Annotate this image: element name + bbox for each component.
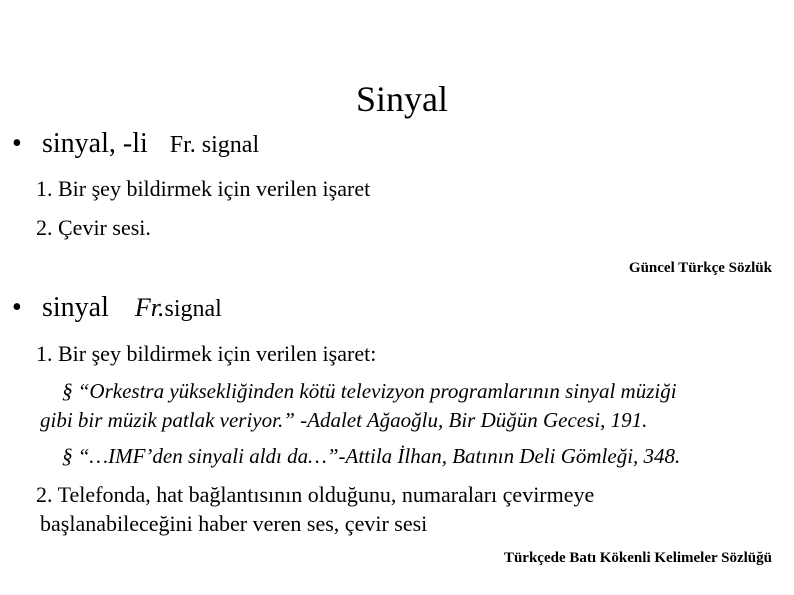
bullet-icon: • (12, 128, 22, 159)
entry-2-quote-1-line-2: gibi bir müzik patlak veriyor.” -Adalet Ağaoğlu, Bir Düğün Gecesi, 191. (40, 408, 648, 432)
entry-2-headword: sinyal (42, 292, 109, 323)
entry-2-source: Türkçede Batı Kökenli Kelimeler Sözlüğü (503, 550, 772, 566)
entry-1-headword: sinyal, -li (42, 128, 148, 159)
page-title: Sinyal (355, 79, 448, 119)
entry-2-heading (12, 292, 222, 324)
entry-2-quote-1-line-1: § “Orkestra yüksekliğinden kötü televizyon programlarının sinyal müziği (62, 379, 677, 403)
entry-2-origin-word: signal (164, 296, 222, 322)
entry-2-origin-abbr: Fr. (134, 293, 165, 322)
entry-1-source: Güncel Türkçe Sözlük (628, 260, 772, 276)
entry-1-origin: Fr. signal (169, 132, 260, 158)
entry-1-definition-1: 1. Bir şey bildirmek için verilen işaret (36, 176, 371, 201)
bullet-icon: • (12, 292, 22, 323)
entry-2-definition-2-line-1: 2. Telefonda, hat bağlantısının olduğunu, numaraları çevirmeye (36, 482, 595, 507)
entry-1-definition-2: 2. Çevir sesi. (36, 215, 151, 240)
entry-2-quote-2: § “…IMF’den sinyali aldı da…”-Attila İlhan, Batının Deli Gömleği, 348. (62, 444, 681, 468)
entry-1-heading (12, 128, 259, 160)
entry-2-definition-2-line-2: başlanabileceğini haber veren ses, çevir sesi (40, 511, 428, 536)
entry-2-definition-1: 1. Bir şey bildirmek için verilen işaret: (36, 341, 377, 366)
